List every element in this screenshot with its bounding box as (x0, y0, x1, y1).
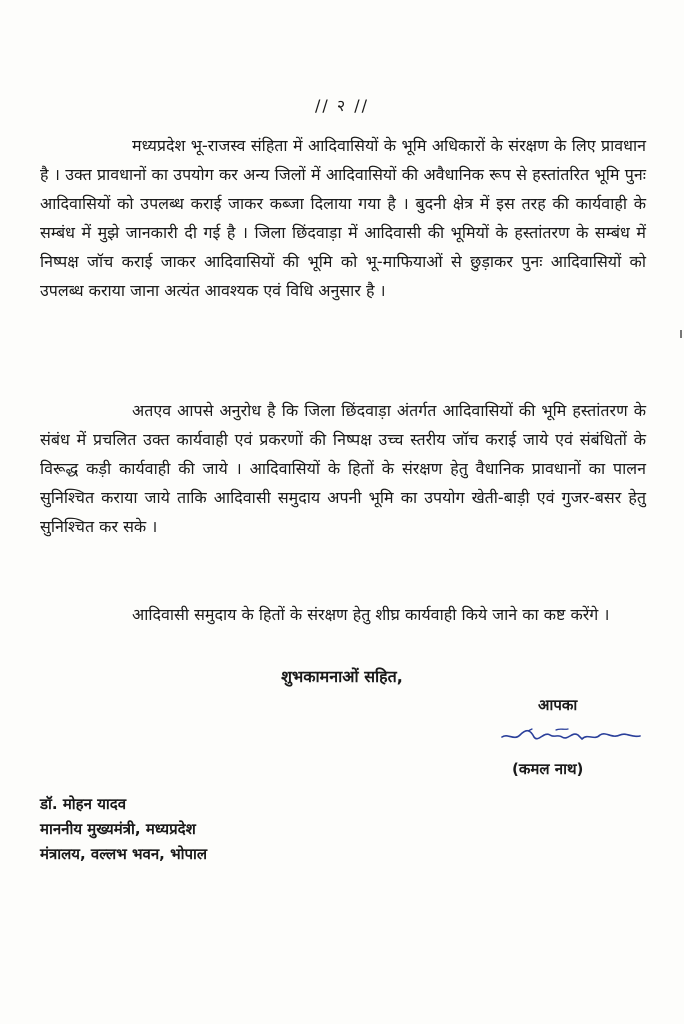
closing-greeting: शुभकामनाओं सहित, (281, 667, 403, 686)
addressee-block (40, 792, 207, 867)
addressee-name: डॉ. मोहन यादव (40, 795, 127, 813)
addressee-address: मंत्रालय, वल्लभ भवन, भोपाल (40, 845, 208, 863)
yours-label: आपका (538, 696, 578, 714)
addressee-designation: माननीय मुख्यमंत्री, मध्यप्रदेश (40, 820, 196, 838)
signatory-name: (कमल नाथ) (512, 760, 584, 778)
scan-edge-mark (680, 330, 682, 338)
paragraph-2: अतएव आपसे अनुरोध है कि जिला छिंदवाड़ा अंतर्गत आदिवासियों की भूमि हस्तांतरण के संबंध में प्रचलित उक्त कार्यवाही एवं प्रकरणों की निष्पक्ष उच्च स्तरीय जॉच कराई जाये एवं संबंधितों के विरूद्ध कड़ी कार्यवाही की जाये । आदिवासियों के हितों के संरक्षण हेतु वैधानिक प्रावधानों का पालन सुनिश्चित कराया जाये ताकि आदिवासी समुदाय अपनी भूमि का उपयोग खेती-बाड़ी एवं गुजर-बसर हेतु सुनिश्चित कर सके । (40, 401, 646, 536)
page-number: // २ // (314, 96, 370, 115)
handwritten-signature (498, 725, 648, 747)
paragraph-1: मध्यप्रदेश भू-राजस्व संहिता में आदिवासियों के भूमि अधिकारों के संरक्षण के लिए प्रावधान है । उक्त प्रावधानों का उपयोग कर अन्य जिलों में आदिवासियों की अवैधानिक रूप से हस्तांतरित भूमि पुनः आदिवासियों को उपलब्ध कराई जाकर कब्जा दिलाया गया है । बुदनी क्षेत्र में इस तरह की कार्यवाही के सम्बंध में मुझे जानकारी दी गई है । जिला छिंदवाड़ा में आदिवासी की भूमियों के हस्तांतरण के सम्बंध में निष्पक्ष जॉच कराई जाकर आदिवासियों की भूमि को भू-माफियाओं से छुड़ाकर पुनः आदिवासियों को उपलब्ध कराया जाना अत्यंत आवश्यक एवं विधि अनुसार है । (40, 136, 646, 300)
paragraph-3: आदिवासी समुदाय के हितों के संरक्षण हेतु शीघ्र कार्यवाही किये जाने का कष्ट करेंगे । (132, 605, 610, 624)
